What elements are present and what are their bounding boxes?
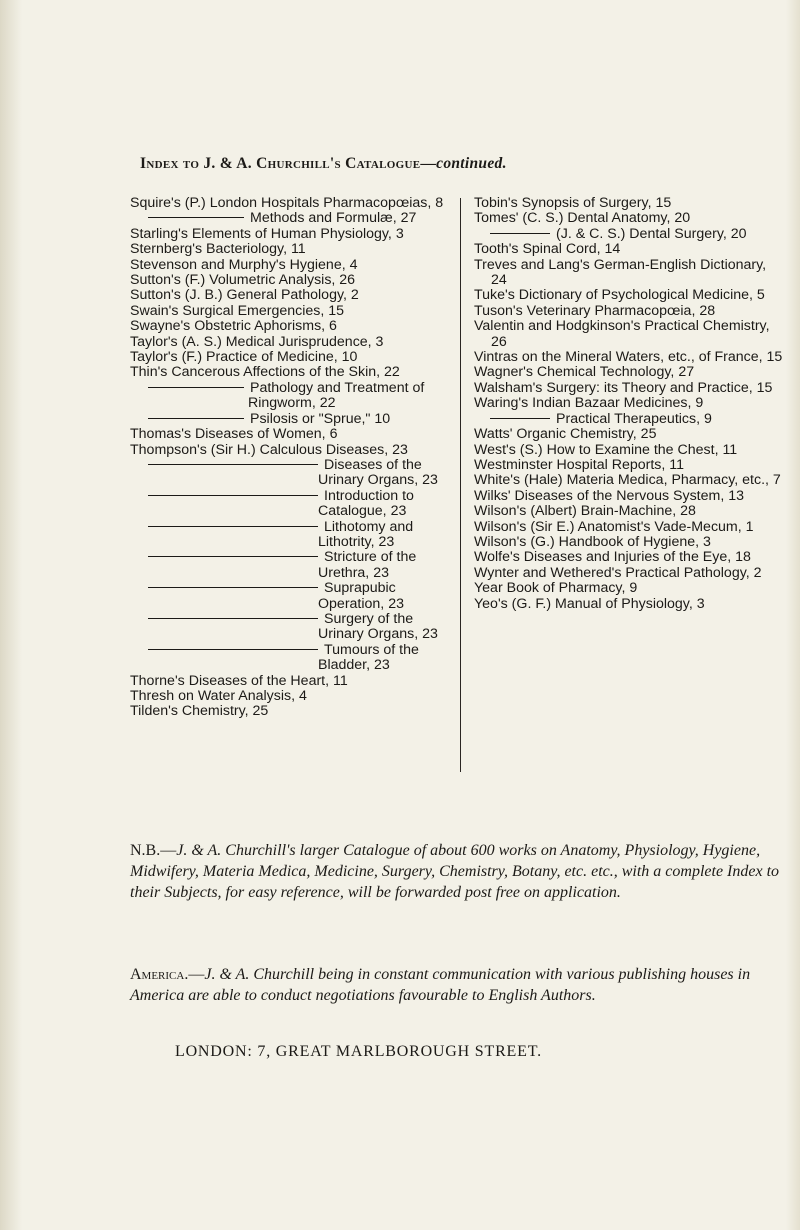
index-entry <box>130 288 450 303</box>
ditto-rule <box>148 418 244 419</box>
america-text: J. & A. Churchill being in constant communication with various publishing houses in America are able to conduct negotiations favourable to English Authors. <box>130 966 751 1004</box>
running-header <box>140 155 700 173</box>
index-entry <box>130 350 450 365</box>
index-subentry <box>130 489 450 520</box>
index-entry-text: Stevenson and Murphy's Hygiene, 4 <box>130 256 358 273</box>
index-entry-text: Wilks' Diseases of the Nervous System, 13 <box>474 487 744 504</box>
index-entry-text: Wagner's Chemical Technology, 27 <box>474 364 695 381</box>
index-entry-text: Wynter and Wethered's Practical Pathology, 2 <box>474 564 762 581</box>
index-entry <box>474 242 784 257</box>
index-subentry <box>130 211 450 226</box>
index-entry <box>474 350 784 365</box>
ditto-rule <box>148 649 318 650</box>
index-entry-text: Squire's (P.) London Hospitals Pharmacopœias, 8 <box>130 195 444 211</box>
index-entry <box>130 242 450 257</box>
index-entry-text: Swain's Surgical Emergencies, 15 <box>130 302 345 319</box>
index-subentry <box>130 381 450 412</box>
index-subentry-text: Diseases of the Urinary Organs, 23 <box>318 456 438 489</box>
index-subentry <box>474 412 784 427</box>
index-entry <box>130 704 450 719</box>
catalogue-note <box>130 840 780 903</box>
index-entry-text: Sutton's (J. B.) General Pathology, 2 <box>130 287 359 304</box>
index-entry <box>474 566 784 581</box>
index-entry <box>130 319 450 334</box>
ditto-rule <box>148 387 244 388</box>
index-entry-text: Waring's Indian Bazaar Medicines, 9 <box>474 395 704 412</box>
index-entry-text: Tuson's Veterinary Pharmacopœia, 28 <box>474 302 716 319</box>
index-entry <box>130 674 450 689</box>
index-entry-text: Wilson's (G.) Handbook of Hygiene, 3 <box>474 533 711 550</box>
column-divider <box>460 198 461 772</box>
index-entry-text: Wilson's (Albert) Brain-Machine, 28 <box>474 503 696 520</box>
index-subentry <box>130 520 450 551</box>
index-entry <box>474 550 784 565</box>
index-entry-text: Wilson's (Sir E.) Anatomist's Vade-Mecum, 1 <box>474 518 754 535</box>
index-subentry-text: Lithotomy and Lithotrity, 23 <box>318 518 414 550</box>
index-entry-text: Thomas's Diseases of Women, 6 <box>130 426 338 443</box>
index-entry-text: Sutton's (F.) Volumetric Analysis, 26 <box>130 272 356 289</box>
index-subentry <box>130 581 450 612</box>
index-entry-text: Tobin's Synopsis of Surgery, 15 <box>474 195 672 211</box>
ditto-rule <box>148 217 244 218</box>
index-entry <box>130 443 450 458</box>
index-entry <box>130 196 450 211</box>
index-entry-text: Thresh on Water Analysis, 4 <box>130 688 307 704</box>
index-entry <box>474 489 784 504</box>
index-entry-text: Taylor's (F.) Practice of Medicine, 10 <box>130 349 358 366</box>
header-title: Index to J. & A. Churchill's Catalogue— <box>140 155 437 172</box>
index-entry <box>474 427 784 442</box>
index-column-left <box>130 196 450 720</box>
index-entry-text: Westminster Hospital Reports, 11 <box>474 456 684 473</box>
index-subentry-text: (J. & C. S.) Dental Surgery, 20 <box>556 225 747 242</box>
ditto-rule <box>148 556 318 557</box>
index-subentry <box>130 550 450 581</box>
index-entry <box>130 365 450 380</box>
index-subentry <box>130 412 450 427</box>
index-entry <box>130 227 450 242</box>
header-continued: continued. <box>436 155 507 172</box>
index-entry <box>474 211 784 226</box>
index-entry <box>130 304 450 319</box>
ditto-rule <box>148 495 318 496</box>
index-entry <box>474 581 784 596</box>
index-entry-text: Tuke's Dictionary of Psychological Medicine, 5 <box>474 287 765 304</box>
index-entry <box>474 258 784 289</box>
index-entry-text: Vintras on the Mineral Waters, etc., of France, 15 <box>474 349 783 366</box>
ditto-rule <box>148 587 318 588</box>
index-subentry-text: Psilosis or "Sprue," 10 <box>250 410 391 427</box>
index-entry-text: Yeo's (G. F.) Manual of Physiology, 3 <box>474 595 705 612</box>
index-entry-text: Starling's Elements of Human Physiology, 3 <box>130 225 404 242</box>
index-entry-text: Sternberg's Bacteriology, 11 <box>130 241 306 258</box>
america-note <box>130 964 780 1006</box>
index-subentry-text: Surgery of the Urinary Organs, 23 <box>318 610 438 643</box>
index-entry <box>130 427 450 442</box>
index-entry <box>474 381 784 396</box>
index-subentry-text: Practical Therapeutics, 9 <box>556 410 712 427</box>
publisher-address: LONDON: 7, GREAT MARLBOROUGH STREET. <box>175 1043 542 1060</box>
index-entry-text: Swayne's Obstetric Aphorisms, 6 <box>130 318 337 335</box>
index-entry-text: Thompson's (Sir H.) Calculous Diseases, 23 <box>130 441 408 458</box>
index-subentry-text: Tumours of the Bladder, 23 <box>318 641 419 674</box>
ditto-rule <box>148 618 318 619</box>
index-subentry <box>130 643 450 674</box>
index-entry-text: Year Book of Pharmacy, 9 <box>474 580 638 597</box>
index-entry <box>130 273 450 288</box>
index-entry <box>474 365 784 380</box>
index-entry-text: Thorne's Diseases of the Heart, 11 <box>130 672 348 689</box>
america-lead: America.— <box>130 966 205 983</box>
index-entry <box>474 196 784 211</box>
index-entry <box>130 689 450 704</box>
index-entry-text: Valentin and Hodgkinson's Practical Chemistry, 26 <box>474 318 770 350</box>
note-text: J. & A. Churchill's larger Catalogue of about 600 works on Anatomy, Physiology, Hygiene, Midwifery, Materia Medica, Medicine, Surgery, Chemistry, Botany, etc. etc., with a complete Index to their Subjects, for easy reference, will be forwarded post free on application. <box>130 842 780 901</box>
index-entry-text: Taylor's (A. S.) Medical Jurisprudence, 3 <box>130 333 384 350</box>
index-entry <box>474 504 784 519</box>
index-entry-text: Tilden's Chemistry, 25 <box>130 703 269 720</box>
index-entry-text: Treves and Lang's German-English Dictionary, 24 <box>474 256 767 289</box>
index-entry <box>474 520 784 535</box>
index-entry <box>474 458 784 473</box>
index-subentry <box>130 458 450 489</box>
index-entry-text: Tomes' (C. S.) Dental Anatomy, 20 <box>474 210 691 227</box>
index-entry-text: Tooth's Spinal Cord, 14 <box>474 241 621 258</box>
note-lead: N.B.— <box>130 842 177 859</box>
index-entry <box>130 335 450 350</box>
index-entry-text: West's (S.) How to Examine the Chest, 11 <box>474 441 738 458</box>
index-entry-text: Walsham's Surgery: its Theory and Practice, 15 <box>474 379 773 396</box>
ditto-rule <box>148 526 318 527</box>
index-entry-text: White's (Hale) Materia Medica, Pharmacy, etc., 7 <box>474 472 781 489</box>
index-subentry-text: Suprapubic Operation, 23 <box>318 580 404 612</box>
page-edge-shadow <box>0 0 22 1230</box>
ditto-rule <box>490 233 550 234</box>
index-entry <box>474 597 784 612</box>
index-subentry-text: Introduction to Catalogue, 23 <box>318 487 414 520</box>
index-subentry <box>474 227 784 242</box>
index-entry <box>474 304 784 319</box>
index-subentry <box>130 612 450 643</box>
index-entry <box>474 396 784 411</box>
index-subentry-text: Pathology and Treatment of Ringworm, 22 <box>248 379 425 412</box>
index-entry-text: Watts' Organic Chemistry, 25 <box>474 426 657 443</box>
ditto-rule <box>490 418 550 419</box>
index-subentry-text: Stricture of the Urethra, 23 <box>318 549 417 581</box>
page-edge-shadow-right <box>786 0 800 1230</box>
index-entry <box>474 535 784 550</box>
index-entry <box>474 288 784 303</box>
index-entry <box>130 258 450 273</box>
index-entry <box>474 443 784 458</box>
index-column-right <box>474 196 784 612</box>
ditto-rule <box>148 464 318 465</box>
index-entry-text: Thin's Cancerous Affections of the Skin, 22 <box>130 364 400 381</box>
index-entry <box>474 473 784 488</box>
index-entry <box>474 319 784 350</box>
index-subentry-text: Methods and Formulæ, 27 <box>250 210 417 227</box>
index-entry-text: Wolfe's Diseases and Injuries of the Eye, 18 <box>474 549 751 566</box>
